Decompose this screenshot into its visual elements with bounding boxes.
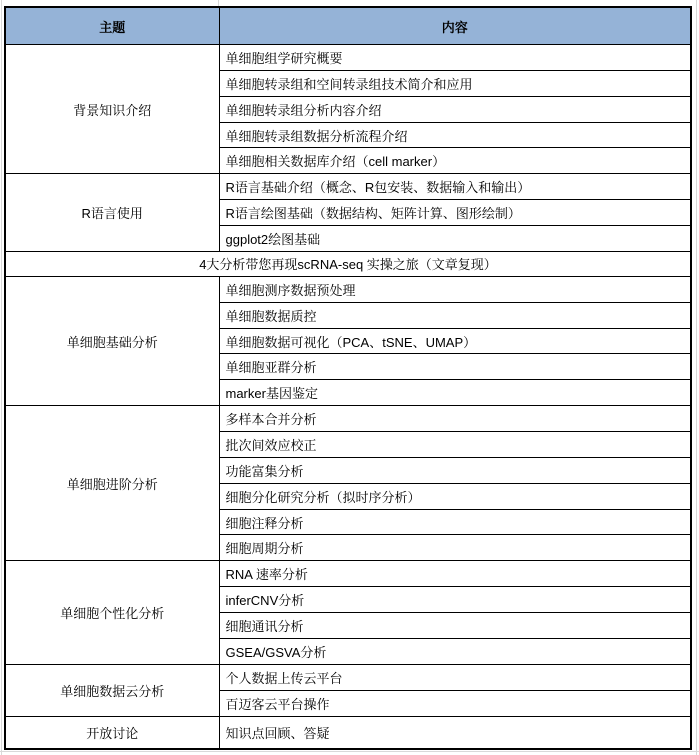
content-cell: RNA 速率分析	[219, 561, 691, 587]
content-cell: 百迈客云平台操作	[219, 690, 691, 716]
content-cell: 批次间效应校正	[219, 432, 691, 458]
table-row	[5, 561, 691, 587]
content-cell: R语言绘图基础（数据结构、矩阵计算、图形绘制）	[219, 200, 691, 226]
gridline-left	[1, 0, 2, 755]
content-cell: 细胞通讯分析	[219, 613, 691, 639]
topic-cell: 背景知识介绍	[5, 45, 219, 174]
content-cell: inferCNV分析	[219, 587, 691, 613]
gridline-right	[696, 0, 697, 755]
content-cell: marker基因鉴定	[219, 380, 691, 406]
content-cell: 单细胞测序数据预处理	[219, 276, 691, 302]
content-cell: 细胞周期分析	[219, 535, 691, 561]
content-cell: 细胞分化研究分析（拟时序分析）	[219, 483, 691, 509]
topic-cell: R语言使用	[5, 174, 219, 252]
table-row	[5, 174, 691, 200]
table-row	[5, 276, 691, 302]
content-cell: 单细胞相关数据库介绍（cell marker）	[219, 148, 691, 174]
table-row	[5, 406, 691, 432]
content-cell: 单细胞亚群分析	[219, 354, 691, 380]
content-cell: ggplot2绘图基础	[219, 226, 691, 252]
content-cell: 功能富集分析	[219, 457, 691, 483]
table-row	[5, 45, 691, 71]
content-cell: 单细胞数据可视化（PCA、tSNE、UMAP）	[219, 328, 691, 354]
topic-cell: 单细胞数据云分析	[5, 664, 219, 716]
content-cell: 细胞注释分析	[219, 509, 691, 535]
topic-cell: 单细胞个性化分析	[5, 561, 219, 664]
header-topic: 主题	[5, 7, 219, 45]
content-cell: GSEA/GSVA分析	[219, 638, 691, 664]
course-outline-table	[4, 6, 692, 750]
content-cell: 多样本合并分析	[219, 406, 691, 432]
content-cell: 单细胞转录组分析内容介绍	[219, 96, 691, 122]
table-row	[5, 664, 691, 690]
topic-cell: 单细胞基础分析	[5, 276, 219, 405]
header-content: 内容	[219, 7, 691, 45]
header-row	[5, 7, 691, 45]
content-cell: 知识点回顾、答疑	[219, 716, 691, 749]
content-cell: R语言基础介绍（概念、R包安装、数据输入和输出）	[219, 174, 691, 200]
topic-cell: 单细胞进阶分析	[5, 406, 219, 561]
table-row	[5, 716, 691, 749]
content-cell: 单细胞数据质控	[219, 302, 691, 328]
content-cell: 个人数据上传云平台	[219, 664, 691, 690]
topic-cell: 开放讨论	[5, 716, 219, 749]
content-cell: 单细胞转录组数据分析流程介绍	[219, 122, 691, 148]
content-cell: 单细胞转录组和空间转录组技术简介和应用	[219, 70, 691, 96]
banner-row	[5, 251, 691, 276]
gridline-bottom	[0, 751, 699, 752]
banner-cell: 4大分析带您再现scRNA-seq 实操之旅（文章复现）	[5, 251, 691, 276]
content-cell: 单细胞组学研究概要	[219, 45, 691, 71]
